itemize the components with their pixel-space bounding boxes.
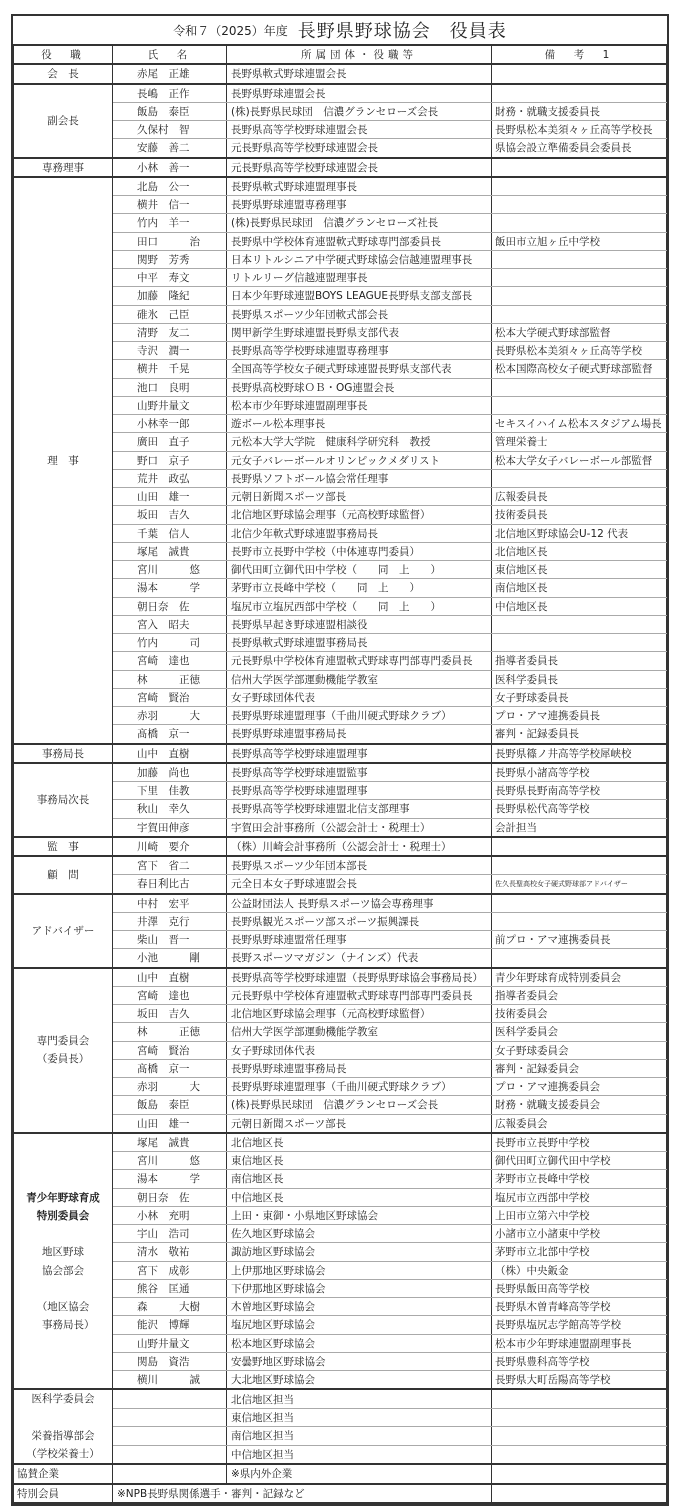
title-year: 令和７（2025）年度 — [173, 23, 288, 38]
role-cell — [14, 1484, 113, 1503]
role-label — [14, 1280, 112, 1298]
name-cell: 長嶋 正作 — [113, 84, 227, 103]
note-cell — [492, 64, 667, 83]
note-cell: 松本国際高校女子硬式野球部監督 — [492, 360, 667, 378]
name-cell: 宮下 成彰 — [113, 1261, 227, 1279]
note-cell: 会計担当 — [492, 818, 667, 837]
affiliation-cell: 長野県スポーツ少年団本部長 — [227, 856, 492, 875]
name-cell: 山野井量文 — [113, 396, 227, 414]
role-cell — [14, 837, 113, 856]
name-cell: 川崎 要介 — [113, 837, 227, 856]
affiliation-cell: 木曽地区野球協会 — [227, 1298, 492, 1316]
affiliation-cell: 諏訪地区野球協会 — [227, 1243, 492, 1261]
name-cell: 山田 雄一 — [113, 488, 227, 506]
table-row — [14, 158, 667, 177]
note-cell — [492, 1445, 667, 1464]
name-cell: 飯島 泰臣 — [113, 1096, 227, 1114]
role-cell — [14, 1389, 113, 1464]
name-cell: 竹内 羊一 — [113, 214, 227, 232]
note-cell: 松本市少年野球連盟副理事長 — [492, 1334, 667, 1352]
name-cell — [113, 1445, 227, 1464]
name-cell: 髙橋 京一 — [113, 725, 227, 744]
table-row — [14, 894, 667, 913]
note-cell — [492, 837, 667, 856]
name-cell: 寺沢 潤一 — [113, 342, 227, 360]
name-cell: 山中 直樹 — [113, 744, 227, 763]
affiliation-cell: 長野県高等学校野球連盟監事 — [227, 763, 492, 782]
merged-cell: ※NPB長野県関係選手・審判・記録など — [113, 1484, 492, 1503]
name-cell: 林 正徳 — [113, 1023, 227, 1041]
note-cell: 指導者委員会 — [492, 986, 667, 1004]
note-cell — [492, 615, 667, 633]
name-cell: 関野 芳秀 — [113, 250, 227, 268]
affiliation-cell: 長野県野球連盟事務局長 — [227, 1059, 492, 1077]
name-cell: 森 大樹 — [113, 1298, 227, 1316]
affiliation-cell: 安曇野地区野球協会 — [227, 1352, 492, 1370]
name-cell: 赤羽 大 — [113, 707, 227, 725]
affiliation-cell: 東信地区長 — [227, 1152, 492, 1170]
name-cell: 千葉 信人 — [113, 524, 227, 542]
name-cell: 赤尾 正雄 — [113, 64, 227, 83]
affiliation-cell: 北信地区長 — [227, 1133, 492, 1152]
note-cell: 指導者委員長 — [492, 652, 667, 670]
affiliation-cell: 関甲新学生野球連盟長野県支部代表 — [227, 323, 492, 341]
name-cell: 関島 資浩 — [113, 1352, 227, 1370]
note-cell: 財務・就職支援委員長 — [492, 102, 667, 120]
note-cell — [492, 949, 667, 968]
note-cell: 長野県松本美須々ヶ丘高等学校 — [492, 342, 667, 360]
name-cell: 横井 信一 — [113, 196, 227, 214]
table-row — [14, 856, 667, 875]
note-cell: 長野県篠ノ井高等学校犀峡校 — [492, 744, 667, 763]
note-cell — [492, 634, 667, 652]
note-cell: 長野県木曽青峰高等学校 — [492, 1298, 667, 1316]
affiliation-cell: 元女子バレーボールオリンピックメダリスト — [227, 451, 492, 469]
affiliation-cell: 茅野市立長峰中学校（ 同 上 ） — [227, 579, 492, 597]
role-label: 特別委員会 — [36, 1209, 90, 1222]
name-cell: 飯島 泰臣 — [113, 102, 227, 120]
role-label: 副会長 — [47, 115, 79, 127]
note-cell: セキスイハイム松本スタジアム場長 — [492, 415, 667, 433]
role-label: （学校栄養士） — [26, 1448, 100, 1460]
header-note: 備 考 1 — [492, 46, 667, 64]
note-cell: 長野県長野南高等学校 — [492, 782, 667, 800]
name-cell — [113, 1389, 227, 1408]
name-cell: 宮入 昭夫 — [113, 615, 227, 633]
note-cell — [492, 396, 667, 414]
table-row — [14, 837, 667, 856]
note-cell — [492, 269, 667, 287]
name-cell: 林 正徳 — [113, 670, 227, 688]
name-cell: 宮崎 賢治 — [113, 688, 227, 706]
affiliation-cell: 塩尻地区野球協会 — [227, 1316, 492, 1334]
note-cell: 松本大学硬式野球部監督 — [492, 323, 667, 341]
note-cell — [492, 305, 667, 323]
role-label — [14, 1409, 112, 1427]
note-cell: プロ・アマ連携委員長 — [492, 707, 667, 725]
name-cell: 小林幸一郎 — [113, 415, 227, 433]
note-cell — [492, 378, 667, 396]
name-cell: 下里 佳教 — [113, 782, 227, 800]
role-cell — [14, 763, 113, 837]
role-label: 青少年野球育成 — [26, 1191, 100, 1204]
note-cell: 長野県松代高等学校 — [492, 800, 667, 818]
name-cell: 宮川 悠 — [113, 1152, 227, 1170]
name-cell: 中平 寿文 — [113, 269, 227, 287]
name-cell: 赤羽 大 — [113, 1078, 227, 1096]
note-cell: 長野県大町岳陽高等学校 — [492, 1371, 667, 1390]
note-cell: 東信地区長 — [492, 561, 667, 579]
role-label — [14, 1134, 112, 1152]
note-cell: 管理栄養士 — [492, 433, 667, 451]
role-label: 医科学委員会 — [31, 1393, 95, 1406]
name-cell: 朝日奈 佐 — [113, 597, 227, 615]
affiliation-cell: 長野県スポーツ少年団軟式部会長 — [227, 305, 492, 323]
name-cell: 井澤 克行 — [113, 912, 227, 930]
affiliation-cell: 元長野県高等学校野球連盟会長 — [227, 158, 492, 177]
note-cell — [492, 1484, 667, 1503]
affiliation-cell: 長野県高等学校野球連盟専務理事 — [227, 342, 492, 360]
note-cell: 松本大学女子バレーボール部監督 — [492, 451, 667, 469]
role-label: 事務局長） — [31, 1319, 95, 1332]
name-cell: 荒井 政弘 — [113, 469, 227, 487]
note-cell — [492, 856, 667, 875]
note-cell: 小諸市立小諸東中学校 — [492, 1225, 667, 1243]
affiliation-cell: 長野県野球連盟理事（千曲川硬式野球クラブ） — [227, 1078, 492, 1096]
name-cell: 小林 充明 — [113, 1206, 227, 1224]
affiliation-cell: 東信地区担当 — [227, 1408, 492, 1426]
note-cell: 医科学委員長 — [492, 670, 667, 688]
table-row — [14, 763, 667, 782]
name-cell: 坂田 吉久 — [113, 506, 227, 524]
affiliation-cell: 長野県軟式野球連盟事務局長 — [227, 634, 492, 652]
note-cell: 長野県豊科高等学校 — [492, 1352, 667, 1370]
role-label: 監 事 — [47, 840, 79, 853]
affiliation-cell: 北信地区野球協会理事（元高校野球監督） — [227, 506, 492, 524]
note-cell: 塩尻市立西部中学校 — [492, 1188, 667, 1206]
affiliation-cell: 女子野球団体代表 — [227, 1041, 492, 1059]
table-row — [14, 64, 667, 83]
note-cell: 技術委員会 — [492, 1005, 667, 1023]
title-main: 長野県野球協会 役員表 — [297, 21, 507, 42]
affiliation-cell: 長野県高等学校野球連盟（長野県野球協会事務局長） — [227, 968, 492, 987]
role-label: 栄養指導部会 — [31, 1429, 95, 1442]
note-cell: 医科学委員会 — [492, 1023, 667, 1041]
role-cell — [14, 84, 113, 158]
affiliation-cell: 上伊那地区野球協会 — [227, 1261, 492, 1279]
note-cell: 上田市立第六中学校 — [492, 1206, 667, 1224]
affiliation-cell: 元全日本女子野球連盟会長 — [227, 875, 492, 894]
note-cell: 青少年野球育成特別委員会 — [492, 968, 667, 987]
note-cell — [492, 1408, 667, 1426]
name-cell: 碓氷 己臣 — [113, 305, 227, 323]
note-cell: 北信地区野球協会U-12 代表 — [492, 524, 667, 542]
table-row — [14, 1484, 667, 1503]
note-cell: プロ・アマ連携委員会 — [492, 1078, 667, 1096]
affiliation-cell: 宇賀田会計事務所（公認会計士・税理士） — [227, 818, 492, 837]
officer-table — [13, 46, 667, 1504]
affiliation-cell: 信州大学医学部運動機能学教室 — [227, 670, 492, 688]
affiliation-cell: 北信地区担当 — [227, 1389, 492, 1408]
affiliation-cell: 長野県観光スポーツ部スポーツ振興課長 — [227, 912, 492, 930]
note-cell — [492, 177, 667, 196]
note-cell: 長野市立長野中学校 — [492, 1133, 667, 1152]
affiliation-cell: 長野県軟式野球連盟会長 — [227, 64, 492, 83]
name-cell: 横川 誠 — [113, 1371, 227, 1390]
role-label — [14, 1152, 112, 1170]
name-cell: 宮崎 達也 — [113, 652, 227, 670]
name-cell: 山田 雄一 — [113, 1114, 227, 1133]
affiliation-cell: 遊ボール松本理事長 — [227, 415, 492, 433]
name-cell: 朝日奈 佐 — [113, 1188, 227, 1206]
name-cell: 宮川 悠 — [113, 561, 227, 579]
name-cell: 野口 京子 — [113, 451, 227, 469]
affiliation-cell: 塩尻市立塩尻西部中学校（ 同 上 ） — [227, 597, 492, 615]
role-label: 事務局次長 — [36, 794, 90, 807]
name-cell: 山野井量文 — [113, 1334, 227, 1352]
role-cell — [14, 856, 113, 894]
affiliation-cell: 長野県中学校体育連盟軟式野球専門部委員長 — [227, 232, 492, 250]
role-cell — [14, 968, 113, 1133]
affiliation-cell: 上田・東御・小県地区野球協会 — [227, 1206, 492, 1224]
affiliation-cell: （株）川崎会計事務所（公認会計士・税理士） — [227, 837, 492, 856]
name-cell: 塚尾 誠貴 — [113, 1133, 227, 1152]
affiliation-cell: 長野県ソフトボール協会常任理事 — [227, 469, 492, 487]
table-row — [14, 84, 667, 103]
officer-table-sheet — [11, 14, 669, 1506]
affiliation-cell: 長野県野球連盟常任理事 — [227, 931, 492, 949]
name-cell — [113, 1427, 227, 1445]
note-cell — [492, 84, 667, 103]
note-cell — [492, 250, 667, 268]
note-cell — [492, 1427, 667, 1445]
role-label: 専門委員会 — [36, 1034, 90, 1047]
note-cell: 長野県塩尻志学館高等学校 — [492, 1316, 667, 1334]
affiliation-cell: 北信少年軟式野球連盟事務局長 — [227, 524, 492, 542]
affiliation-cell: 長野県高等学校野球連盟会長 — [227, 121, 492, 139]
affiliation-cell: リトルリーグ信越連盟理事長 — [227, 269, 492, 287]
note-cell: 茅野市立長峰中学校 — [492, 1170, 667, 1188]
name-cell: 清野 友二 — [113, 323, 227, 341]
name-cell: 熊谷 匡通 — [113, 1279, 227, 1297]
role-cell — [14, 1464, 113, 1483]
name-cell: 宇賀田伸彦 — [113, 818, 227, 837]
name-cell: 加藤 尚也 — [113, 763, 227, 782]
affiliation-cell: 元長野県中学校体育連盟軟式野球専門部専門委員長 — [227, 652, 492, 670]
affiliation-cell: 長野県早起き野球連盟相談役 — [227, 615, 492, 633]
name-cell: 湯本 学 — [113, 579, 227, 597]
note-cell: 広報委員会 — [492, 1114, 667, 1133]
note-cell — [492, 894, 667, 913]
note-cell: 中信地区長 — [492, 597, 667, 615]
document-title — [13, 16, 667, 46]
affiliation-cell: 元松本大学大学院 健康科学研究科 教授 — [227, 433, 492, 451]
name-cell: 竹内 司 — [113, 634, 227, 652]
affiliation-cell: 元長野県高等学校野球連盟会長 — [227, 139, 492, 158]
note-cell — [492, 158, 667, 177]
affiliation-cell: 松本地区野球協会 — [227, 1334, 492, 1352]
header-role: 役 職 — [14, 46, 113, 64]
role-cell — [14, 1133, 113, 1390]
role-label: 協会部会 — [42, 1264, 84, 1277]
affiliation-cell: 信州大学医学部運動機能学教室 — [227, 1023, 492, 1041]
affiliation-cell: (株)長野県民球団 信濃グランセローズ会長 — [227, 102, 492, 120]
affiliation-cell: 長野県高校野球ＯＢ・OG連盟会長 — [227, 378, 492, 396]
role-label: 専務理事 — [42, 161, 84, 174]
name-cell: 柴山 晋一 — [113, 931, 227, 949]
affiliation-cell: 公益財団法人 長野県スポーツ協会専務理事 — [227, 894, 492, 913]
role-label: 会 長 — [47, 68, 79, 81]
name-cell: 横井 千晃 — [113, 360, 227, 378]
name-cell: 宮崎 達也 — [113, 986, 227, 1004]
role-cell — [14, 64, 113, 83]
note-cell: 茅野市立北部中学校 — [492, 1243, 667, 1261]
name-cell: 山中 直樹 — [113, 968, 227, 987]
note-cell — [492, 1389, 667, 1408]
role-label: 特別会員 — [17, 1487, 59, 1500]
note-cell: 審判・記録委員会 — [492, 1059, 667, 1077]
note-cell — [492, 196, 667, 214]
note-cell — [492, 912, 667, 930]
header-affiliation: 所属団体・役職等 — [227, 46, 492, 64]
affiliation-cell: 長野スポーツマガジン（ナインズ）代表 — [227, 949, 492, 968]
note-cell — [492, 1464, 667, 1483]
note-cell: 長野県松本美須々ヶ丘高等学校長 — [492, 121, 667, 139]
affiliation-cell: 日本リトルシニア中学硬式野球協会信越連盟理事長 — [227, 250, 492, 268]
table-row — [14, 1389, 667, 1408]
name-cell: 田口 治 — [113, 232, 227, 250]
role-label: 顧 問 — [47, 869, 79, 882]
affiliation-cell: 長野県野球連盟事務局長 — [227, 725, 492, 744]
name-cell — [113, 1408, 227, 1426]
affiliation-cell: 長野県野球連盟専務理事 — [227, 196, 492, 214]
role-cell — [14, 894, 113, 968]
table-row — [14, 1133, 667, 1152]
affiliation-cell: 長野県高等学校野球連盟北信支部理事 — [227, 800, 492, 818]
affiliation-cell: 下伊那地区野球協会 — [227, 1279, 492, 1297]
note-cell — [492, 214, 667, 232]
note-cell: 財務・就職支援委員会 — [492, 1096, 667, 1114]
note-cell — [492, 469, 667, 487]
affiliation-cell: (株)長野県民球団 信濃グランセローズ社長 — [227, 214, 492, 232]
affiliation-cell: 長野県軟式野球連盟理事長 — [227, 177, 492, 196]
name-cell: 宇山 浩司 — [113, 1225, 227, 1243]
name-cell: 久保村 智 — [113, 121, 227, 139]
name-cell: 髙橋 京一 — [113, 1059, 227, 1077]
header-row — [14, 46, 667, 64]
affiliation-cell: 長野県野球連盟理事（千曲川硬式野球クラブ） — [227, 707, 492, 725]
role-label: （委員長） — [36, 1053, 90, 1066]
name-cell: 塚尾 誠貴 — [113, 542, 227, 560]
affiliation-cell: 元長野県中学校体育連盟軟式野球専門部専門委員長 — [227, 986, 492, 1004]
table-row — [14, 177, 667, 196]
note-cell — [492, 287, 667, 305]
affiliation-cell: ※県内外企業 — [227, 1464, 492, 1483]
role-cell — [14, 158, 113, 177]
name-cell: 池口 良明 — [113, 378, 227, 396]
affiliation-cell: 御代田町立御代田中学校（ 同 上 ） — [227, 561, 492, 579]
affiliation-cell: 長野県高等学校野球連盟理事 — [227, 744, 492, 763]
note-cell: 審判・記録委員長 — [492, 725, 667, 744]
table-row — [14, 744, 667, 763]
name-cell: 宮崎 賢治 — [113, 1041, 227, 1059]
note-cell: 女子野球委員会 — [492, 1041, 667, 1059]
name-cell: 加藤 隆紀 — [113, 287, 227, 305]
affiliation-cell: 中信地区長 — [227, 1188, 492, 1206]
name-cell: 湯本 学 — [113, 1170, 227, 1188]
affiliation-cell: 佐久地区野球協会 — [227, 1225, 492, 1243]
affiliation-cell: 大北地区野球協会 — [227, 1371, 492, 1390]
role-label: 理 事 — [47, 454, 79, 467]
note-cell: 御代田町立御代田中学校 — [492, 1152, 667, 1170]
affiliation-cell: 長野市立長野中学校（中体連専門委員） — [227, 542, 492, 560]
affiliation-cell: 長野県野球連盟会長 — [227, 84, 492, 103]
name-cell: 廣田 直子 — [113, 433, 227, 451]
role-label: （地区協会 — [36, 1301, 90, 1313]
role-label: 事務局長 — [42, 747, 84, 760]
note-cell: 広報委員長 — [492, 488, 667, 506]
name-cell — [113, 1464, 227, 1483]
affiliation-cell: 長野県高等学校野球連盟理事 — [227, 782, 492, 800]
table-row — [14, 1464, 667, 1483]
note-cell: 南信地区長 — [492, 579, 667, 597]
note-cell: 長野県小諸高等学校 — [492, 763, 667, 782]
affiliation-cell: (株)長野県民球団 信濃グランセローズ会長 — [227, 1096, 492, 1114]
affiliation-cell: 北信地区野球協会理事（元高校野球監督） — [227, 1005, 492, 1023]
affiliation-cell: 南信地区長 — [227, 1170, 492, 1188]
name-cell: 宮下 省二 — [113, 856, 227, 875]
header-name: 氏 名 — [113, 46, 227, 64]
affiliation-cell: 元朝日新聞スポーツ部長 — [227, 1114, 492, 1133]
table-row — [14, 968, 667, 987]
name-cell: 中村 宏平 — [113, 894, 227, 913]
note-cell: 佐久長聖高校女子硬式野球部アドバイザー — [492, 875, 667, 894]
name-cell: 北島 公一 — [113, 177, 227, 196]
name-cell: 坂田 吉久 — [113, 1005, 227, 1023]
name-cell: 能沢 博輝 — [113, 1316, 227, 1334]
note-cell: 女子野球委員長 — [492, 688, 667, 706]
role-label: アドバイザー — [31, 925, 95, 937]
affiliation-cell: 松本市少年野球連盟副理事長 — [227, 396, 492, 414]
name-cell: 安藤 善二 — [113, 139, 227, 158]
note-cell: 北信地区長 — [492, 542, 667, 560]
role-label — [14, 1170, 112, 1188]
note-cell: 技術委員長 — [492, 506, 667, 524]
note-cell: 長野県飯田高等学校 — [492, 1279, 667, 1297]
role-label: 協賛企業 — [17, 1468, 59, 1481]
name-cell: 清水 敬祐 — [113, 1243, 227, 1261]
name-cell: 小池 剛 — [113, 949, 227, 968]
affiliation-cell: 全国高等学校女子硬式野球連盟長野県支部代表 — [227, 360, 492, 378]
name-cell: 秋山 幸久 — [113, 800, 227, 818]
affiliation-cell: 中信地区担当 — [227, 1445, 492, 1464]
affiliation-cell: 南信地区担当 — [227, 1427, 492, 1445]
role-cell — [14, 177, 113, 744]
name-cell: 春日利比古 — [113, 875, 227, 894]
role-label: 地区野球 — [42, 1246, 84, 1259]
note-cell: （株）中央鈑金 — [492, 1261, 667, 1279]
note-cell: 前プロ・アマ連携委員長 — [492, 931, 667, 949]
affiliation-cell: 女子野球団体代表 — [227, 688, 492, 706]
note-cell: 飯田市立旭ヶ丘中学校 — [492, 232, 667, 250]
role-cell — [14, 744, 113, 763]
affiliation-cell: 元朝日新聞スポーツ部長 — [227, 488, 492, 506]
role-label — [14, 1225, 112, 1243]
note-cell: 県協会設立準備委員会委員長 — [492, 139, 667, 158]
affiliation-cell: 日本少年野球連盟BOYS LEAGUE長野県支部支部長 — [227, 287, 492, 305]
name-cell: 小林 善一 — [113, 158, 227, 177]
